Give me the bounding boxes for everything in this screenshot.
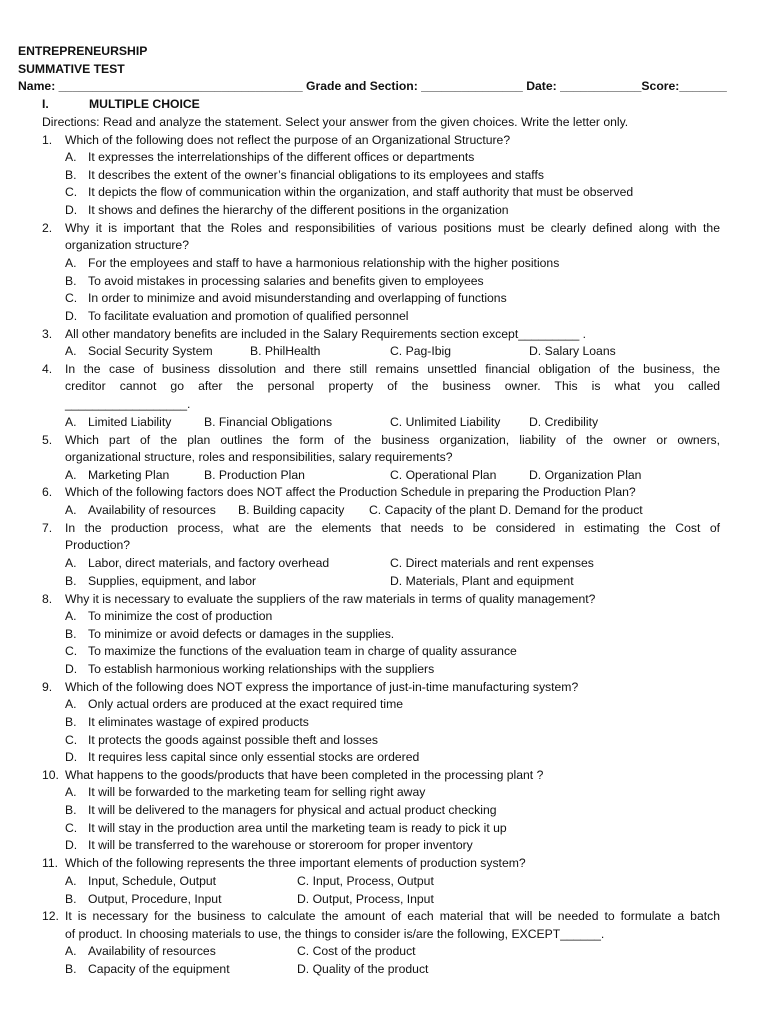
choice-letter: C. xyxy=(65,185,78,199)
section-numeral: I. xyxy=(42,97,49,111)
choice-text: It shows and defines the hierarchy of the different positions in the organization xyxy=(88,203,509,217)
choice-letter: C. xyxy=(65,733,78,747)
choice-text: Input, Schedule, Output xyxy=(88,874,217,888)
choice-letter: B. xyxy=(65,274,77,288)
choice-letter: A. xyxy=(65,697,77,711)
question-number: 11. xyxy=(42,856,59,870)
question-number: 9. xyxy=(42,680,53,694)
choice-text: It requires less capital since only essential stocks are ordered xyxy=(88,750,420,764)
choice-text: Labor, direct materials, and factory overhead xyxy=(88,556,330,570)
choice-text: It describes the extent of the owner’s financial obligations to its employees and staffs xyxy=(88,168,544,182)
choice-text: Availability of resources xyxy=(88,503,216,517)
choice-text: C. Capacity of the plant D. Demand for the product xyxy=(369,503,643,517)
choice-text: For the employees and staff to have a harmonious relationship with the higher positions xyxy=(88,256,560,270)
choice-letter: B. xyxy=(65,168,77,182)
question-text: In the production process, what are the elements that needs to be considered in estimating the Cost of xyxy=(65,521,720,535)
question-number: 6. xyxy=(42,485,53,499)
question-number: 5. xyxy=(42,433,53,447)
choice-letter: A. xyxy=(65,785,77,799)
question-number: 1. xyxy=(42,133,53,147)
choice-text: Supplies, equipment, and labor xyxy=(88,574,257,588)
choice-letter: B. xyxy=(65,574,77,588)
choice-text: It will stay in the production area until the marketing team is ready to pick it up xyxy=(88,821,507,835)
choice-letter: A. xyxy=(65,556,77,570)
question-number: 3. xyxy=(42,327,53,341)
choice-text: To facilitate evaluation and promotion of qualified personnel xyxy=(88,309,409,323)
question-text: Which of the following does NOT express the importance of just-in-time manufacturing system? xyxy=(65,680,579,694)
question-number: 8. xyxy=(42,592,53,606)
question-text: Why it is important that the Roles and responsibilities of various positions must be clearly defined along with the xyxy=(65,221,720,235)
choice-text: C. Direct materials and rent expenses xyxy=(390,556,594,570)
question-text-continued: creditor cannot go after the personal property of the business owner. This is what you called xyxy=(65,379,720,393)
choice-text: To avoid mistakes in processing salaries and benefits given to employees xyxy=(88,274,484,288)
question-text: Why it is necessary to evaluate the suppliers of the raw materials in terms of quality management? xyxy=(65,592,596,606)
choice-text: B. Production Plan xyxy=(204,468,305,482)
choice-letter: C. xyxy=(65,821,78,835)
directions: Directions: Read and analyze the statement. Select your answer from the given choices. Write the letter only. xyxy=(42,115,629,129)
question-number: 12. xyxy=(42,909,59,923)
document-subtitle: SUMMATIVE TEST xyxy=(18,62,125,76)
question-number: 7. xyxy=(42,521,53,535)
choice-letter: C. xyxy=(65,291,78,305)
question-text: Which of the following does not reflect the purpose of an Organizational Structure? xyxy=(65,133,511,147)
choice-text: Output, Procedure, Input xyxy=(88,892,222,906)
choice-letter: B. xyxy=(65,803,77,817)
question-text-continued: of product. In choosing materials to use, the things to consider is/are the following, EXCEPT______. xyxy=(65,927,605,941)
choice-text: Social Security System xyxy=(88,344,213,358)
choice-text: C. Operational Plan xyxy=(390,468,497,482)
question-text-continued: Production? xyxy=(65,538,131,552)
choice-text: Only actual orders are produced at the exact required time xyxy=(88,697,404,711)
question-text: In the case of business dissolution and there still remains unsettled financial obligation of the business, the xyxy=(65,362,720,376)
choice-text: It will be forwarded to the marketing team for selling right away xyxy=(88,785,426,799)
choice-letter: D. xyxy=(65,309,78,323)
choice-text: D. Organization Plan xyxy=(529,468,642,482)
choice-text: C. Cost of the product xyxy=(297,944,416,958)
choice-letter: C. xyxy=(65,644,78,658)
choice-text: D. Output, Process, Input xyxy=(297,892,434,906)
choice-text: It will be transferred to the warehouse or storeroom for proper inventory xyxy=(88,838,473,852)
choice-text: It will be delivered to the managers for physical and actual product checking xyxy=(88,803,497,817)
question-number: 10. xyxy=(42,768,59,782)
choice-letter: B. xyxy=(65,715,77,729)
question-text: It is necessary for the business to calculate the amount of each material that will be needed to formulate a batch xyxy=(65,909,720,923)
choice-letter: A. xyxy=(65,503,77,517)
choice-letter: A. xyxy=(65,944,77,958)
choice-text: To maximize the functions of the evaluation team in charge of quality assurance xyxy=(88,644,517,658)
question-number: 2. xyxy=(42,221,53,235)
choice-text: To establish harmonious working relationships with the suppliers xyxy=(88,662,435,676)
choice-letter: D. xyxy=(65,838,78,852)
choice-text: It depicts the flow of communication within the organization, and staff authority that must be observed xyxy=(88,185,634,199)
choice-text: D. Materials, Plant and equipment xyxy=(390,574,574,588)
choice-letter: A. xyxy=(65,874,77,888)
name-grade-date-score-line: Name: ____________________________________ Grade and Section: _______________ Date: ____________Score:_______ xyxy=(18,79,727,93)
choice-letter: A. xyxy=(65,344,77,358)
choice-text: C. Input, Process, Output xyxy=(297,874,434,888)
choice-letter: A. xyxy=(65,150,77,164)
choice-letter: D. xyxy=(65,203,78,217)
choice-text: Limited Liability xyxy=(88,415,172,429)
question-text-continued: organization structure? xyxy=(65,238,189,252)
choice-letter: A. xyxy=(65,415,77,429)
choice-letter: D. xyxy=(65,662,78,676)
choice-text: B. PhilHealth xyxy=(250,344,321,358)
choice-text: To minimize or avoid defects or damages in the supplies. xyxy=(88,627,395,641)
document-title: ENTREPRENEURSHIP xyxy=(18,44,148,58)
choice-text: It expresses the interrelationships of the different offices or departments xyxy=(88,150,475,164)
choice-text: It eliminates wastage of expired products xyxy=(88,715,309,729)
choice-text: B. Financial Obligations xyxy=(204,415,333,429)
choice-text: In order to minimize and avoid misunderstanding and overlapping of functions xyxy=(88,291,507,305)
choice-text: It protects the goods against possible theft and losses xyxy=(88,733,378,747)
question-text-continued: organizational structure, roles and responsibilities, salary requirements? xyxy=(65,450,453,464)
question-text: What happens to the goods/products that have been completed in the processing plant ? xyxy=(65,768,544,782)
question-number: 4. xyxy=(42,362,53,376)
choice-text: D. Quality of the product xyxy=(297,962,429,976)
choice-letter: D. xyxy=(65,750,78,764)
choice-text: Marketing Plan xyxy=(88,468,170,482)
choice-text: Capacity of the equipment xyxy=(88,962,230,976)
choice-text: C. Unlimited Liability xyxy=(390,415,501,429)
choice-text: C. Pag-Ibig xyxy=(390,344,451,358)
choice-text: To minimize the cost of production xyxy=(88,609,273,623)
question-text: All other mandatory benefits are included in the Salary Requirements section except_________ . xyxy=(65,327,586,341)
section-title: MULTIPLE CHOICE xyxy=(89,97,200,111)
question-text: Which of the following factors does NOT affect the Production Schedule in preparing the Production Plan? xyxy=(65,485,636,499)
question-text: Which of the following represents the three important elements of production system? xyxy=(65,856,526,870)
choice-text: Availability of resources xyxy=(88,944,216,958)
choice-text: B. Building capacity xyxy=(238,503,345,517)
choice-text: D. Credibility xyxy=(529,415,599,429)
answer-blank: __________________. xyxy=(65,397,191,411)
choice-letter: B. xyxy=(65,892,77,906)
question-text: Which part of the plan outlines the form of the business organization, liability of the owner or owners, xyxy=(65,433,720,447)
choice-letter: B. xyxy=(65,627,77,641)
choice-letter: A. xyxy=(65,609,77,623)
choice-letter: A. xyxy=(65,256,77,270)
choice-text: D. Salary Loans xyxy=(529,344,616,358)
choice-letter: A. xyxy=(65,468,77,482)
choice-letter: B. xyxy=(65,962,77,976)
